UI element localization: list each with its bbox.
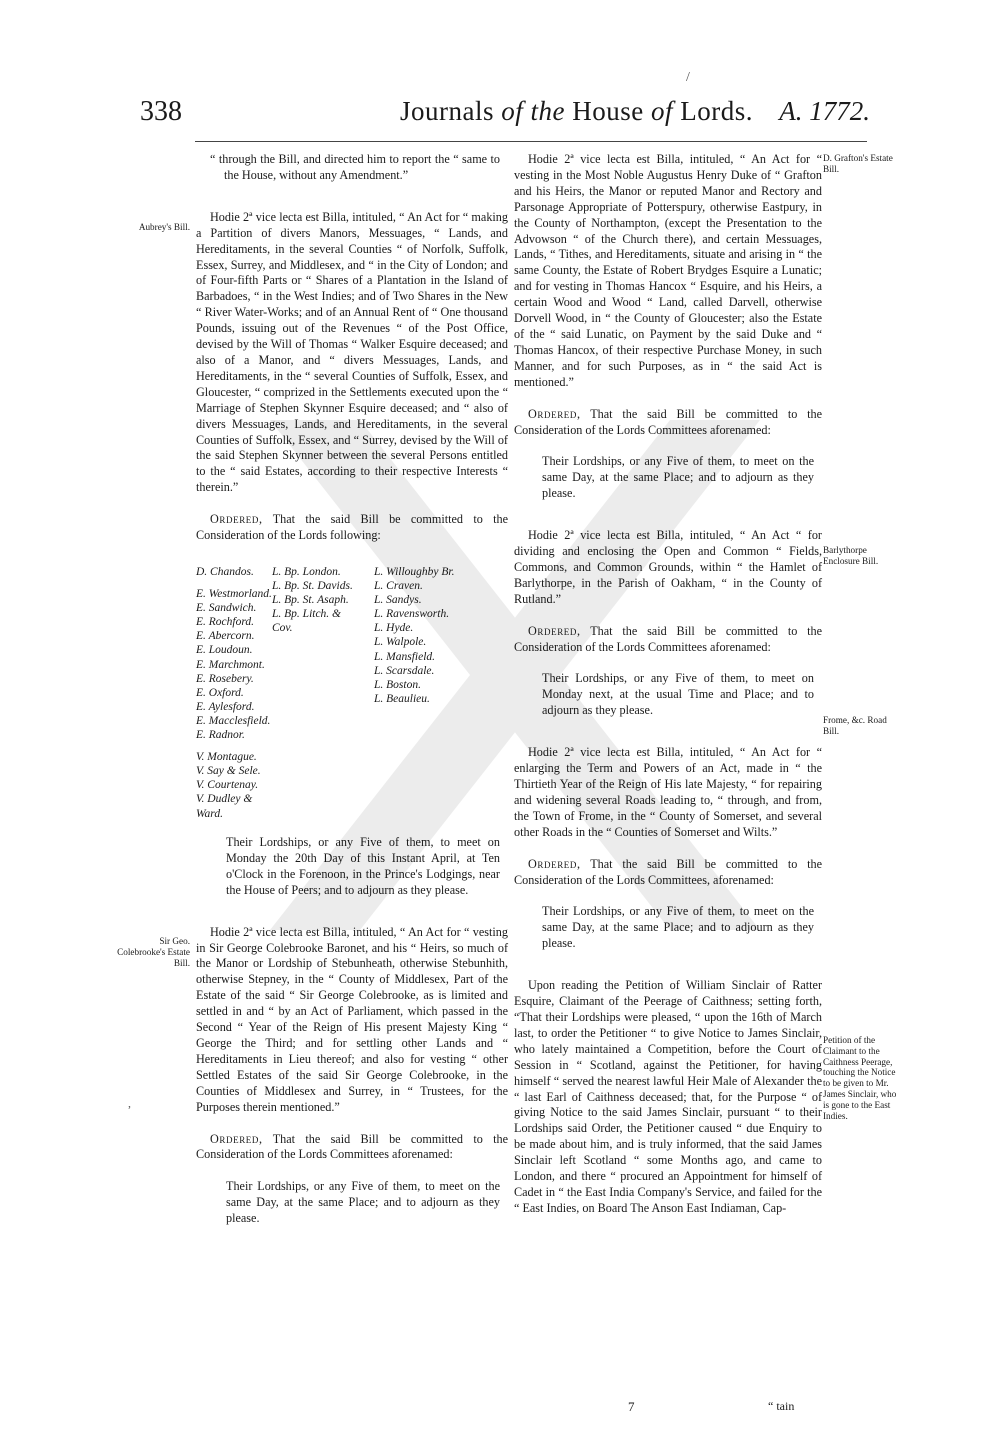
lord-entry: E. Marchmont.	[196, 658, 265, 671]
right-ordered-2: Ordered, That the said Bill be committed to the Consideration of the Lords Committees aforenamed:	[514, 623, 822, 654]
lord-entry: L. Bp. Litch. &	[272, 608, 342, 621]
lord-entry: E. Rochford.	[196, 616, 255, 629]
lord-entry: L. Craven.	[374, 580, 423, 593]
right-column	[514, 152, 822, 1217]
stray-mark-2: ,	[128, 1096, 131, 1110]
signature-mark: 7	[628, 1399, 635, 1414]
lord-entry: L. Boston.	[374, 678, 421, 691]
lord-entry: L. Scarsdale.	[374, 664, 435, 677]
lord-entry: E. Westmorland.	[196, 588, 272, 601]
margin-colebrooke: Sir Geo. Colebrooke's Estate Bill.	[117, 936, 190, 968]
lords-column-2	[272, 565, 372, 635]
margin-aubrey: Aubrey's Bill.	[138, 222, 190, 232]
lord-entry: E. Loudoun.	[196, 644, 253, 657]
right-barlythorpe-bill: Hodie 2ª vice lecta est Billa, intituled, “ An Act “ for dividing and enclosing the Open and Common “ Fields, Commons, and Common Grounds, within “ the Hamlet of Barlythorpe, in the Parish of Oakham, “ in the County of Rutland.”	[514, 528, 822, 606]
lords-column-1	[196, 565, 271, 821]
left-meet-2: Their Lordships, or any Five of them, to meet on the same Day, at the same Place; and to adjourn as they please.	[226, 1179, 500, 1226]
right-grafton-bill: Hodie 2ª vice lecta est Billa, intituled, “ An Act for “ vesting in the Most Noble Augustus Henry Duke of “ Grafton and his Heirs, the Manor or reputed Manor and Rectory and Parsonage Appropriate of Potterspury, otherwise Eastpury, in the County of Northampton, (except the Presentation to the Advowson “ of the Church there), and certain Messuages, Lands, “ Tithes, and Hereditaments, situate and arising in “ the same County, the Estate of Robert Brydges Esquire a Lunatic; and for vesting in Thomas Hancox “ Esquire, and his Heirs, a certain Wood and Wood “ Land, called Darvell, otherwise Dorvell Wood, in “ the County of Gloucester; also the Estate of the “ said Lunatic, on Payment by the said Duke and “ Thomas Hancox, of their respective Purchase Money, in such Manner, and for such Purposes, as in “ the said Act is mentioned.”	[514, 152, 822, 389]
lord-entry: L. Ravensworth.	[374, 608, 450, 621]
lord-entry: L. Walpole.	[374, 636, 427, 649]
lord-entry: E. Radnor.	[196, 729, 245, 742]
lord-entry: L. Beaulieu.	[374, 692, 430, 705]
lord-entry: L. Bp. St. Asaph.	[272, 594, 349, 607]
left-p0: “ through the Bill, and directed him to report the “ same to the House, without any Amendment.”	[210, 152, 500, 182]
margin-grafton: D. Grafton's Estate Bill.	[823, 153, 893, 174]
lord-entry	[196, 742, 271, 750]
left-ordered-2: Ordered, That the said Bill be committed to the Consideration of the Lords Committees aforenamed:	[196, 1131, 508, 1162]
lord-entry: E. Oxford.	[196, 686, 244, 699]
right-ordered-3: Ordered, That the said Bill be committed to the Consideration of the Lords Committees, aforenamed:	[514, 856, 822, 887]
lord-entry: E. Rosebery.	[196, 672, 254, 685]
left-column-lower	[196, 835, 508, 1227]
lord-entry: E. Aylesford.	[196, 700, 255, 713]
right-ordered-1: Ordered, That the said Bill be committed to the Consideration of the Lords Committees aforenamed:	[514, 406, 822, 437]
lord-entry: L. Mansfield.	[374, 650, 436, 663]
lord-entry: L. Hyde.	[374, 622, 414, 635]
lord-entry: V. Dudley &	[196, 793, 253, 806]
lord-entry: L. Bp. St. Davids.	[272, 580, 353, 593]
lord-entry: V. Say & Sele.	[196, 765, 261, 778]
right-meet-1: Their Lordships, or any Five of them, to meet on the same Day, at the same Place; and to adjourn as they please.	[542, 454, 814, 501]
page-number: 338	[140, 96, 182, 127]
margin-barlythorpe: Barlythorpe Enclosure Bill.	[823, 545, 879, 566]
lord-entry: L. Willoughby Br.	[374, 566, 455, 578]
left-colebrooke-bill: Hodie 2ª vice lecta est Billa, intituled, “ An Act for “ vesting in Sir George Colebrooke Baronet, and his “ Heirs, so much of the Manor or Lordship of Stebunheath, otherwise Stebunhith, otherwise Stepney, in the “ County of Middlesex, Part of the Estate of the said “ Sir George Colebrooke, as is limited and settled in and “ by an Act of Parliament, which passed in the Second “ Year of the Reign of His present Majesty King “ George the Third; and for settling other Lands and “ Hereditaments in Lieu thereof; and also for vesting “ other Settled Estates of the said Sir George Colebrooke, in the Counties of Middlesex and Surrey, in “ Trustees, for the Purposes therein mentioned.”	[196, 924, 508, 1114]
page-title: Journals of the House of Lords.	[400, 96, 754, 126]
lord-entry: Ward.	[196, 807, 223, 820]
catchword: “ tain	[768, 1399, 795, 1413]
left-meet-1: Their Lordships, or any Five of them, to meet on Monday the 20th Day of this Instant April, at Ten o'Clock in the Forenoon, in the Prince's Lodgings, near the House of Peers; and to adjourn as they please.	[226, 835, 500, 897]
page-header	[140, 96, 870, 136]
right-frome-bill: Hodie 2ª vice lecta est Billa, intituled, “ An Act for “ enlarging the Term and Powers of an Act, made in “ the Thirtieth Year of the Reign of His late Majesty, “ for repairing and widening several Roads leading to, “ through, and from, the Town of Frome, in the “ County of Somerset, and several other Roads in the “ Counties of Somerset and Wilts.”	[514, 745, 822, 839]
lords-column-3	[374, 565, 494, 706]
lord-entry: L. Sandys.	[374, 594, 422, 607]
lord-entry: E. Sandwich.	[196, 602, 257, 615]
lords-committee-list	[196, 565, 508, 825]
stray-mark: /	[686, 70, 690, 85]
lord-entry: E. Macclesfield.	[196, 714, 271, 727]
lord-entry: Cov.	[272, 622, 293, 635]
lord-entry: E. Abercorn.	[196, 630, 255, 643]
left-aubrey-bill: Hodie 2ª vice lecta est Billa, intituled, “ An Act for “ making a Partition of divers Manors, Messuages, “ Lands, and Hereditaments, in the several Counties “ of Norfolk, Suffolk, Essex, Surrey, and Middlesex, and “ in the City of London; and of Four-fifth Parts or “ Shares of a Plantation in the Island of Barbadoes, “ in the West Indies; and of Two Shares in the New “ River Water-Works; and of an Annual Rent of “ One thousand Pounds, issuing out of the Revenues “ of the Post Office, devised by the Will of Thomas “ Walker Esquire deceased; and also of a Manor, and “ divers Messuages, Lands, and Hereditaments, in the “ several Counties of Suffolk, Essex, and Gloucester, “ comprized in the Settlements executed upon the “ Marriage of Stephen Skynner Esquire deceased; and “ also of divers Messuages, Lands, and Hereditaments, in the several Counties of Suffolk, Essex, and “ Surrey, devised by the Will of the said Stephen Skynner between the several Persons entitled to the “ said Estates, according to their respective Interests “ therein.”	[196, 209, 508, 495]
lord-entry: L. Bp. London.	[272, 566, 341, 578]
margin-sinclair: Petition of the Claimant to the Caithness Peerage, touching the Notice to be given to Mr. James Sinclair, who is gone to the East Indies.	[823, 1035, 897, 1121]
page-year: A. 1772.	[779, 96, 870, 126]
left-ordered-1: Ordered, That the said Bill be committed to the Consideration of the Lords following:	[196, 512, 508, 543]
lord-entry: V. Montague.	[196, 751, 257, 764]
left-column	[196, 152, 508, 544]
right-meet-3: Their Lordships, or any Five of them, to meet on the same Day, at the same Place; and to adjourn as they please.	[542, 904, 814, 951]
header-rule	[195, 141, 867, 142]
lord-entry: V. Courtenay.	[196, 779, 259, 792]
margin-frome: Frome, &c. Road Bill.	[823, 715, 887, 736]
right-meet-2: Their Lordships, or any Five of them, to meet on Monday next, at the usual Time and Place; and to adjourn as they please.	[542, 671, 814, 718]
right-sinclair-petition: Upon reading the Petition of William Sinclair of Ratter Esquire, Claimant of the Peerage of Caithness; setting forth, “That their Lordships were pleased, “ upon the 16th of March last, to order the Petitioner “ to give Notice to James Sinclair, who lately maintained a Competition, before the Court of Session in “ Scotland, against the Petitioner, for having himself “ served the nearest lawful Heir Male of Alexander the “ last Earl of Caithness deceased; that, for the Purpose “ of giving Notice to the said James Sinclair, pursuant “ to their Lordships said Order, the Petitioner caused “ due Enquiry to be made about him, and is truly informed, that the said James Sinclair left Scotland “ some Months ago, and came to London, and there “ procured an Appointment for himself of Cadet in “ the East India Company's Service, and failed for the “ East Indies, on Board The Anson East Indiaman, Cap-	[514, 978, 822, 1215]
lord-entry	[196, 579, 271, 587]
lord-entry: D. Chandos.	[196, 566, 254, 578]
